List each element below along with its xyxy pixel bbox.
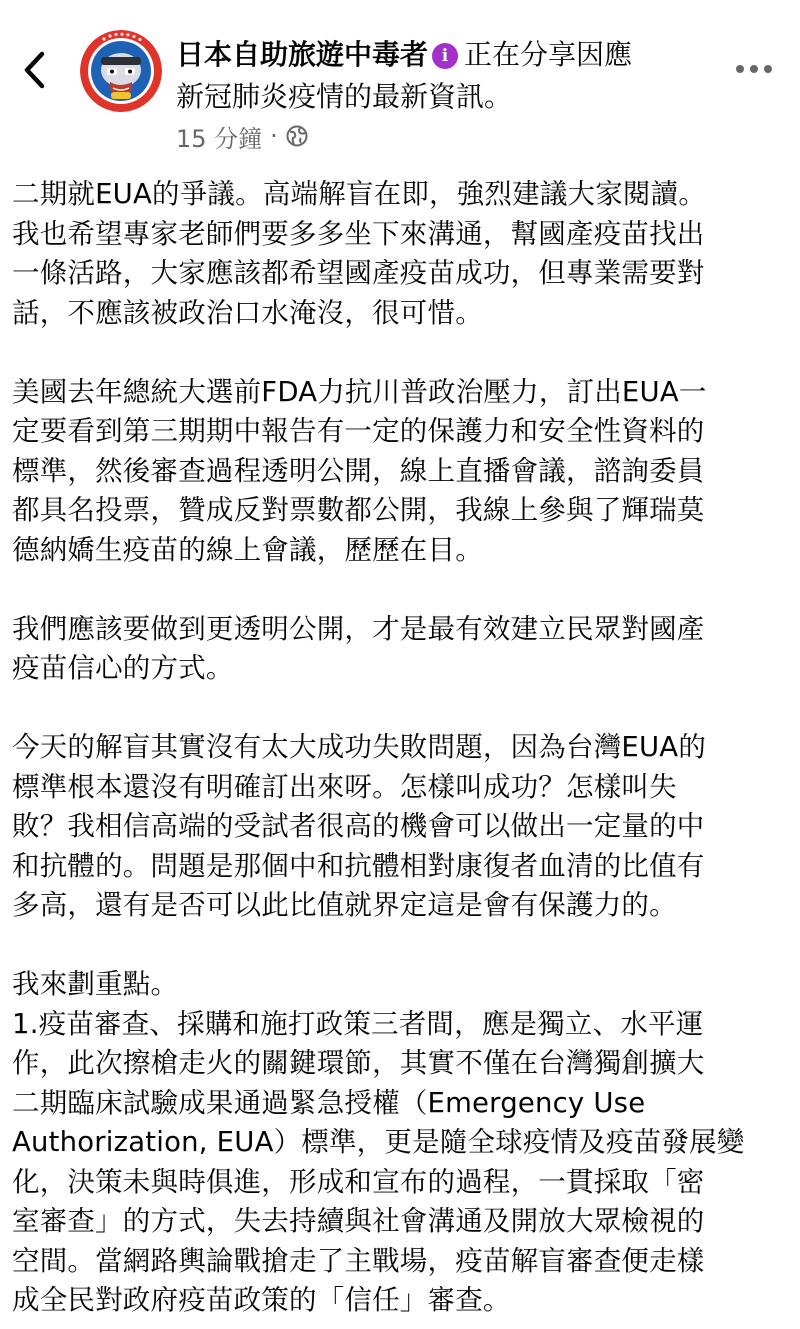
more-options-button[interactable]: [730, 52, 778, 86]
page-avatar[interactable]: [80, 30, 162, 112]
post-text-line: 敗？我相信高端的受試者很高的機會可以做出一定量的中: [12, 810, 705, 842]
post-text-line: 二期就EUA的爭議。高端解盲在即，強烈建議大家閱讀。: [12, 178, 707, 210]
post-text-line: 作，此次擦槍走火的關鍵環節，其實不僅在台灣獨創擴大: [12, 1047, 705, 1079]
post-paragraph: [12, 175, 790, 333]
post-text-line: 我來劃重點。: [12, 968, 179, 1000]
post-paragraph: [12, 373, 790, 571]
post-text-line: 美國去年總統大選前FDA力抗川普政治壓力，訂出EUA一: [12, 375, 707, 408]
post-text-line: 空間。當網路輿論戰搶走了主戰場，疫苗解盲審查便走樣: [12, 1244, 705, 1277]
more-options-icon-dot: [764, 65, 772, 73]
paragraph-gap: [12, 689, 790, 729]
post-header: [0, 0, 800, 160]
more-options-icon-dot: [736, 65, 744, 73]
paragraph-gap: [12, 333, 790, 373]
post-text-line: 德納嬌生疫苗的線上會議，歷歷在目。: [12, 533, 483, 566]
post-paragraph: [12, 728, 790, 926]
back-button[interactable]: [12, 48, 56, 92]
paragraph-gap: [12, 570, 790, 610]
back-arrow-icon: [22, 51, 46, 89]
post-text-line: 疫苗信心的方式。: [12, 652, 234, 684]
post-text-line: 成全民對政府疫苗政策的「信任」審查。: [12, 1284, 511, 1316]
post-text-line: 話，不應該被政治口水淹沒，很可惜。: [12, 296, 483, 329]
post-text-line: 二期臨床試驗成果通過緊急授權（Emergency Use: [12, 1086, 646, 1119]
post-meta: [176, 116, 308, 156]
globe-icon: [286, 125, 308, 147]
post-text-line: 多高，還有是否可以此比值就界定這是會有保護力的。: [12, 889, 677, 921]
paragraph-gap: [12, 926, 790, 966]
post-text-line: 標準，然後審查過程透明公開，線上直播會議，諮詢委員: [12, 454, 705, 487]
post-text-line: 一條活路，大家應該都希望國產疫苗成功，但專業需要對: [12, 257, 705, 289]
post-text-line: 化，決策未與時俱進，形成和宣布的過程，一貫採取「密: [12, 1165, 705, 1198]
post-author-line: [176, 34, 716, 118]
post-timestamp[interactable]: 15 分鐘: [176, 124, 263, 153]
post-text-line: Authorization, EUA）標準，更是隨全球疫情及疫苗發展變: [12, 1126, 745, 1158]
page-name-link[interactable]: 日本自助旅遊中毒者: [176, 38, 429, 71]
post-text-line: 定要看到第三期期中報告有一定的保護力和安全性資料的: [12, 415, 705, 447]
post-paragraph: [12, 610, 790, 689]
post-text-line: 1.疫苗審查、採購和施打政策三者間，應是獨立、水平運: [12, 1007, 704, 1040]
post-text-line: 室審查」的方式，失去持續與社會溝通及開放大眾檢視的: [12, 1205, 705, 1237]
meta-separator: ·: [270, 122, 278, 150]
sharing-status-text-line2: 新冠肺炎疫情的最新資訊。: [176, 80, 513, 113]
post-text-line: 我們應該要做到更透明公開，才是最有效建立民眾對國產: [12, 612, 705, 645]
sharing-status-text: 正在分享因應: [464, 38, 633, 71]
post-text-line: 都具名投票，贊成反對票數都公開，我線上參與了輝瑞莫: [12, 494, 705, 526]
post-text-line: 和抗體的。問題是那個中和抗體相對康復者血清的比值有: [12, 849, 705, 882]
post-body: [12, 175, 790, 1321]
post-paragraph: [12, 965, 790, 1321]
post-text-line: 我也希望專家老師們要多多坐下來溝通，幫國產疫苗找出: [12, 217, 705, 250]
info-badge-icon[interactable]: i: [432, 43, 458, 69]
post-text-line: 今天的解盲其實沒有太大成功失敗問題，因為台灣EUA的: [12, 731, 707, 763]
more-options-icon-dot: [750, 65, 758, 73]
avatar-logo-icon: [80, 30, 162, 112]
post-text-line: 標準根本還沒有明確訂出來呀。怎樣叫成功？怎樣叫失: [12, 770, 677, 803]
